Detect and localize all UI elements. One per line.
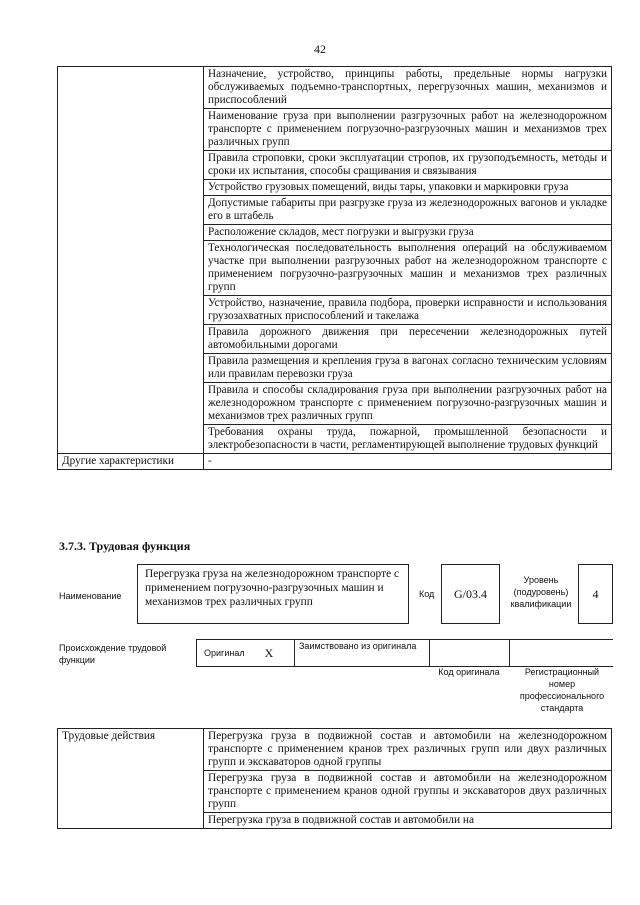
other-characteristics-label: Другие характеристики <box>58 454 204 470</box>
table-row <box>58 67 612 109</box>
table-row <box>58 729 612 771</box>
knowledge-item: Расположение складов, мест погрузки и выгрузки груза <box>204 225 612 241</box>
knowledge-label-cell <box>58 67 204 454</box>
page-number: 42 <box>314 42 326 56</box>
knowledge-item: Правила и способы складирования груза при выполнении разгрузочных работ на железнодорожном транспорте с применением погрузочно-разгрузочных машин и механизмов трех различных групп <box>204 383 612 425</box>
reg-number-label: Регистрационный номер профессионального стандарта <box>519 667 605 713</box>
section-title: 3.7.3. Трудовая функция <box>59 539 191 553</box>
qualification-level-box: 4 <box>578 564 613 624</box>
action-item: Перегрузка груза в подвижной состав и автомобили на железнодорожном транспорте с применением кранов одной группы и экскаваторов двух различных групп <box>204 771 612 813</box>
other-characteristics-value: - <box>204 454 612 470</box>
code-original-label: Код оригинала <box>438 667 500 677</box>
knowledge-item: Допустимые габариты при разгрузке груза из железнодорожных вагонов и укладке его в штабель <box>204 196 612 225</box>
knowledge-item: Правила дорожного движения при пересечении железнодорожных путей автомобильными дорогами <box>204 325 612 354</box>
reg-number-cell <box>510 640 613 666</box>
code-original-cell <box>430 640 510 666</box>
knowledge-item: Технологическая последовательность выполнения операций на обслуживаемом участке при выполнении разгрузочных работ на железнодорожном транспорте с применением погрузочно-разгрузочных машин и механизмов трех различных групп <box>204 241 612 296</box>
function-code-box: G/03.4 <box>441 564 500 624</box>
origin-label: Происхождение трудовой функции <box>59 643 167 665</box>
function-name-box: Перегрузка груза на железнодорожном транспорте с применением погрузочно-разгрузочных машин и механизмов трех различных групп <box>137 564 409 624</box>
borrowed-cell: Заимствовано из оригинала <box>295 640 430 666</box>
original-mark: X <box>264 645 274 660</box>
knowledge-item: Устройство грузовых помещений, виды тары, упаковки и маркировки груза <box>204 180 612 196</box>
name-label: Наименование <box>59 591 122 601</box>
original-cell <box>197 640 295 666</box>
code-label: Код <box>419 589 435 599</box>
knowledge-item: Требования охраны труда, пожарной, промышленной безопасности и электробезопасности в части, регламентирующей выполнение трудовых функций <box>204 425 612 454</box>
qualification-level-label: Уровень (подуровень) квалификации <box>510 575 572 609</box>
knowledge-item: Устройство, назначение, правила подбора, проверки исправности и использования грузозахватных приспособлений и такелажа <box>204 296 612 325</box>
original-label: Оригинал <box>204 648 245 658</box>
action-item: Перегрузка груза в подвижной состав и автомобили на <box>204 813 612 829</box>
knowledge-item: Наименование груза при выполнении разгрузочных работ на железнодорожном транспорте с применением погрузочно-разгрузочных машин и механизмов трех различных групп <box>204 109 612 151</box>
origin-row <box>196 639 613 667</box>
knowledge-item: Назначение, устройство, принципы работы, предельные нормы нагрузки обслуживаемых подъемно-транспортных, перегрузочных машин, механизмов и приспособлений <box>204 67 612 109</box>
actions-table <box>57 728 612 829</box>
knowledge-table <box>57 66 612 470</box>
action-item: Перегрузка груза в подвижной состав и автомобили на железнодорожном транспорте с применением кранов трех различных групп или двух различных групп и экскаваторов одной группы <box>204 729 612 771</box>
knowledge-item: Правила размещения и крепления груза в вагонах согласно техническим условиям или правилам перевозки груза <box>204 354 612 383</box>
actions-label: Трудовые действия <box>58 729 204 829</box>
table-row <box>58 454 612 470</box>
knowledge-item: Правила строповки, сроки эксплуатации стропов, их грузоподъемность, методы и сроки их испытания, способы сращивания и связывания <box>204 151 612 180</box>
